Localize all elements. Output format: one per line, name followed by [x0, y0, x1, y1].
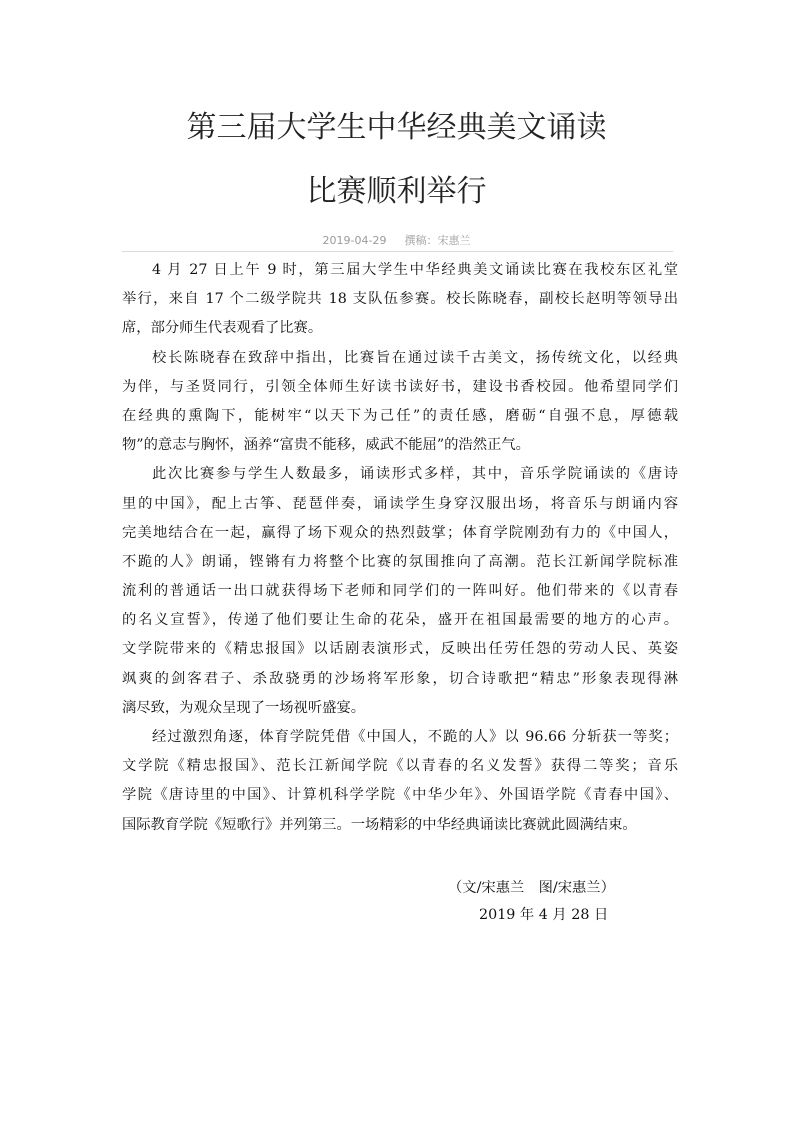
paragraph	[122, 344, 678, 461]
paragraph	[122, 256, 678, 344]
article-meta	[0, 233, 793, 249]
publish-date: 2019-04-29	[322, 234, 387, 247]
text-line: 席，部分师生代表观看了比赛。	[122, 320, 323, 337]
text-line: 文学院带来的《精忠报国》以话剧表演形式，反映出任劳任怨的劳动人民、英姿	[122, 641, 678, 658]
article-body	[122, 256, 678, 840]
text-line: 校长陈晓春在致辞中指出，比赛旨在通过读千古美文，扬传统文化，以经典	[152, 349, 678, 366]
paragraph	[122, 723, 678, 840]
text-line: 完美地结合在一起，赢得了场下观众的热烈鼓掌；体育学院刚劲有力的《中国人，	[122, 524, 678, 541]
text-line: 里的中国》，配上古筝、琵琶伴奏，诵读学生身穿汉服出场，将音乐与朗诵内容	[122, 495, 678, 512]
paragraph	[122, 460, 678, 723]
text-line: 此次比赛参与学生人数最多，诵读形式多样，其中，音乐学院诵读的《唐诗	[152, 466, 678, 483]
text-line: 国际教育学院《短歌行》并列第三。一场精彩的中华经典诵读比赛就此圆满结束。	[122, 816, 637, 833]
article-title-line-2: 比赛顺利举行	[306, 174, 487, 209]
text-line: 文学院《精忠报国》、范长江新闻学院《以青春的名义发誓》获得二等奖；音乐	[122, 758, 678, 775]
article-title-line-1: 第三届大学生中华经典美文诵读	[186, 110, 607, 145]
text-line: 经过激烈角逐，体育学院凭借《中国人，不跪的人》以 96.66 分斩获一等奖；	[152, 729, 678, 745]
text-line: 为伴，与圣贤同行，引领全体师生好读书读好书，建设书香校园。他希望同学们	[122, 378, 678, 395]
text-line: 的名义宣誓》，传递了他们要让生命的花朵，盛开在祖国最需要的地方的心声。	[122, 612, 678, 629]
text-line: 举行，来自 17 个二级学院共 18 支队伍参赛。校长陈晓春，副校长赵明等领导出	[122, 291, 678, 308]
text-line: 流利的普通话一出口就获得场下老师和同学们的一阵叫好。他们带来的《以青春	[122, 583, 678, 600]
text-line: 飒爽的剑客君子、杀敌骁勇的沙场将军形象，切合诗歌把“精忠”形象表现得淋	[122, 670, 678, 687]
text-line: 在经典的熏陶下，能树牢“以天下为己任”的责任感，磨砺“自强不息，厚德载	[122, 407, 678, 424]
text-line: 4 月 27 日上午 9 时，第三届大学生中华经典美文诵读比赛在我校东区礼堂	[152, 262, 678, 278]
text-line: 物”的意志与胸怀，涵养“富贵不能移，威武不能屈”的浩然正气。	[122, 437, 530, 454]
text-line: 不跪的人》朗诵，铿锵有力将整个比赛的氛围推向了高潮。范长江新闻学院标准	[122, 553, 678, 570]
article-byline: （文/宋惠兰 图/宋惠兰）	[448, 880, 615, 896]
title-divider	[122, 251, 673, 252]
text-line: 学院《唐诗里的中国》、计算机科学学院《中华少年》、外国语学院《青春中国》、	[122, 787, 678, 804]
text-line: 漓尽致，为观众呈现了一场视听盛宴。	[122, 699, 366, 716]
author-label: 撰稿：宋惠兰	[404, 234, 471, 247]
signature-date: 2019 年 4 月 28 日	[479, 907, 609, 923]
